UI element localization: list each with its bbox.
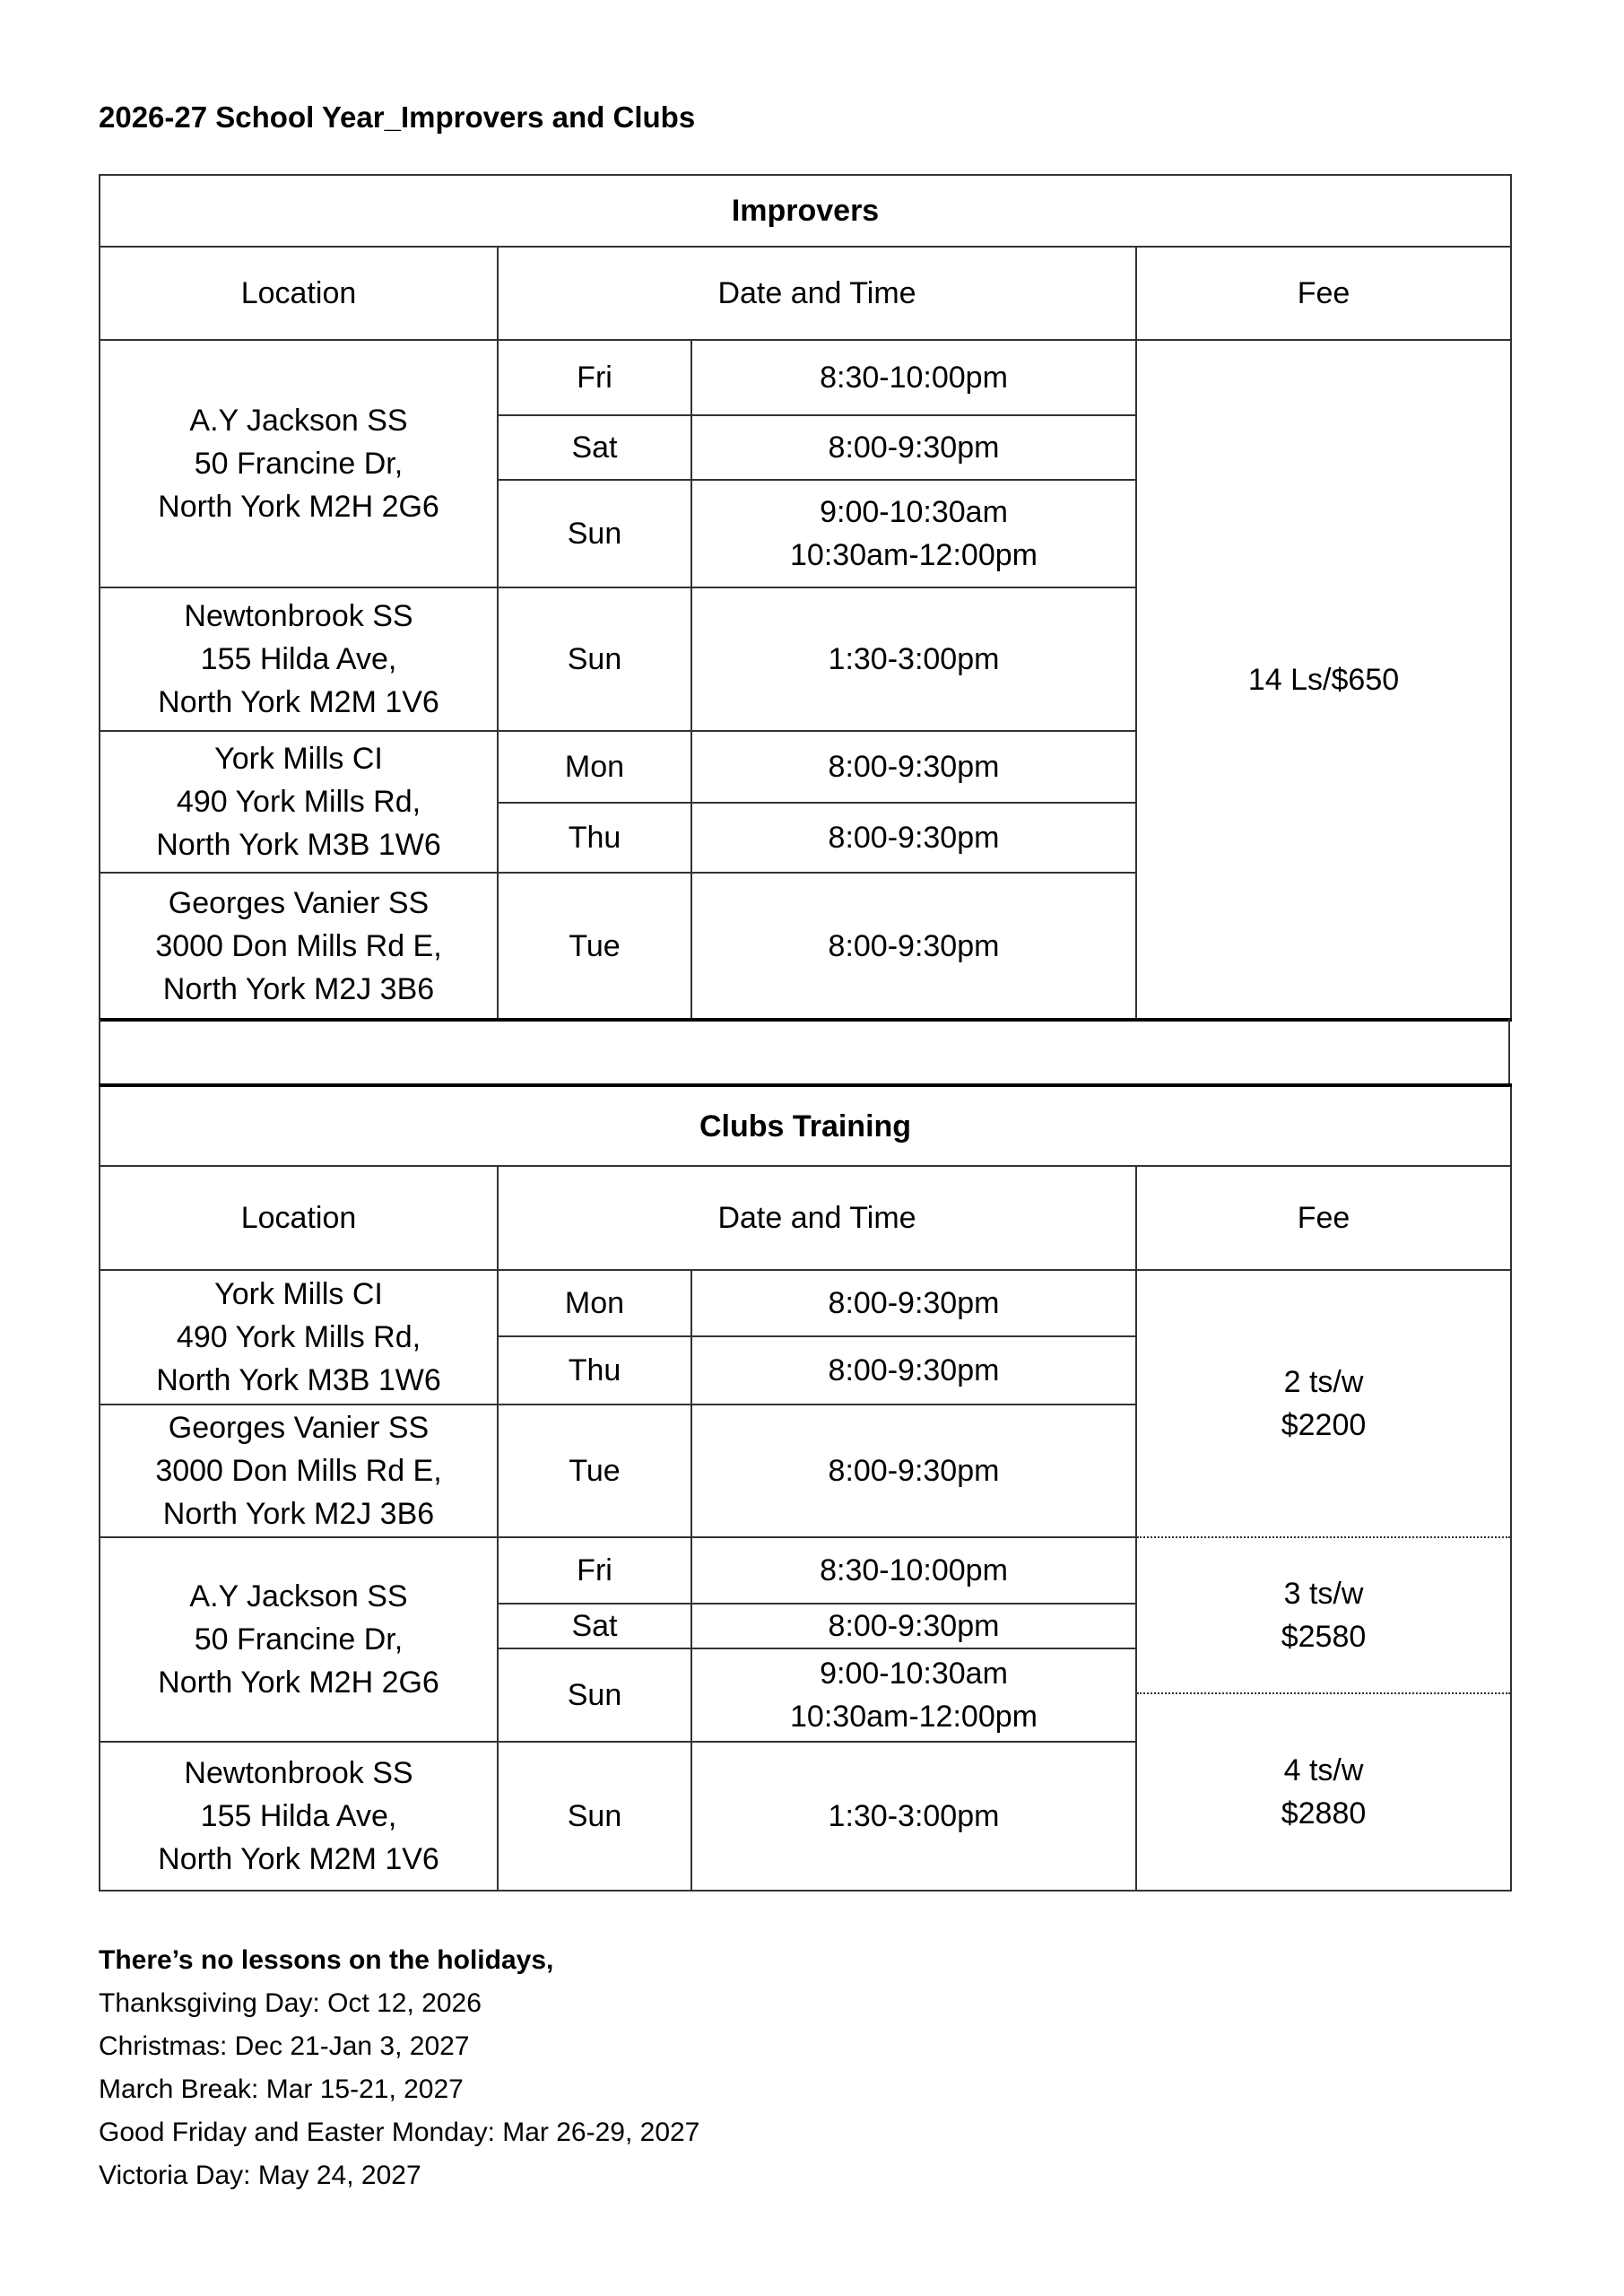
holiday-item: Thanksgiving Day: Oct 12, 2026 xyxy=(99,1988,482,2018)
time-cell: 8:00-9:30pm xyxy=(691,1405,1136,1537)
location-street: 50 Francine Dr, xyxy=(194,1622,404,1657)
location-cell xyxy=(100,731,498,873)
clubs-heading: Clubs Training xyxy=(100,1085,1511,1166)
location-city: North York M3B 1W6 xyxy=(156,1363,441,1397)
day-cell: Fri xyxy=(498,1537,691,1604)
location-name: Georges Vanier SS xyxy=(168,885,430,920)
time-line: 10:30am-12:00pm xyxy=(790,538,1038,572)
location-city: North York M2J 3B6 xyxy=(162,971,435,1006)
location-street: 155 Hilda Ave, xyxy=(200,642,397,676)
location-cell xyxy=(100,1405,498,1537)
time-cell xyxy=(691,1648,1136,1742)
day-cell: Sat xyxy=(498,415,691,480)
time-cell: 8:00-9:30pm xyxy=(691,803,1136,873)
location-cell xyxy=(100,873,498,1020)
fee-tier-3 xyxy=(1136,1537,1511,1693)
time-cell xyxy=(691,480,1136,587)
location-city: North York M3B 1W6 xyxy=(156,828,441,862)
fee-amount: $2580 xyxy=(1281,1620,1367,1654)
day-cell: Thu xyxy=(498,803,691,873)
location-street: 50 Francine Dr, xyxy=(194,447,404,481)
time-line: 9:00-10:30am xyxy=(820,1657,1008,1691)
datetime-header: Date and Time xyxy=(498,1166,1136,1270)
location-header: Location xyxy=(100,247,498,340)
time-cell: 8:00-9:30pm xyxy=(691,415,1136,480)
day-cell: Sun xyxy=(498,1742,691,1891)
location-city: North York M2J 3B6 xyxy=(162,1497,435,1531)
time-cell: 8:00-9:30pm xyxy=(691,731,1136,803)
fee-sessions: 3 ts/w xyxy=(1283,1577,1364,1611)
time-cell: 8:30-10:00pm xyxy=(691,340,1136,415)
fee-tier-4 xyxy=(1136,1693,1511,1891)
day-cell: Mon xyxy=(498,1270,691,1336)
day-cell: Sun xyxy=(498,480,691,587)
location-city: North York M2M 1V6 xyxy=(158,685,439,719)
location-street: 3000 Don Mills Rd E, xyxy=(155,928,442,963)
time-cell: 1:30-3:00pm xyxy=(691,1742,1136,1891)
location-street: 155 Hilda Ave, xyxy=(200,1799,397,1833)
location-name: Newtonbrook SS xyxy=(184,599,413,633)
time-cell: 8:00-9:30pm xyxy=(691,1604,1136,1648)
fee-header: Fee xyxy=(1136,247,1511,340)
location-city: North York M2M 1V6 xyxy=(158,1842,439,1876)
location-name: A.Y Jackson SS xyxy=(189,404,408,438)
fee-amount: $2200 xyxy=(1281,1408,1367,1442)
holidays-heading: There’s no lessons on the holidays, xyxy=(99,1945,554,1975)
location-street: 490 York Mills Rd, xyxy=(176,785,421,819)
fee-sessions: 2 ts/w xyxy=(1283,1365,1364,1399)
holiday-item: March Break: Mar 15-21, 2027 xyxy=(99,2074,464,2104)
holidays-section xyxy=(99,1939,699,2197)
time-line: 9:00-10:30am xyxy=(820,495,1008,529)
table-spacer xyxy=(99,1019,1510,1083)
time-cell: 8:30-10:00pm xyxy=(691,1537,1136,1604)
location-street: 3000 Don Mills Rd E, xyxy=(155,1454,442,1488)
location-city: North York M2H 2G6 xyxy=(158,1665,439,1700)
fee-tier-2 xyxy=(1136,1270,1511,1537)
time-cell: 8:00-9:30pm xyxy=(691,873,1136,1020)
improvers-table xyxy=(99,174,1512,1022)
day-cell: Thu xyxy=(498,1336,691,1405)
improvers-fee: 14 Ls/$650 xyxy=(1136,340,1511,1020)
location-name: A.Y Jackson SS xyxy=(189,1579,408,1613)
day-cell: Sun xyxy=(498,587,691,731)
day-cell: Sat xyxy=(498,1604,691,1648)
datetime-header: Date and Time xyxy=(498,247,1136,340)
location-city: North York M2H 2G6 xyxy=(158,490,439,524)
document-title: 2026-27 School Year_Improvers and Clubs xyxy=(99,100,696,134)
improvers-heading: Improvers xyxy=(100,175,1511,247)
holiday-item: Christmas: Dec 21-Jan 3, 2027 xyxy=(99,2031,470,2061)
location-name: York Mills CI xyxy=(214,1277,383,1311)
time-cell: 1:30-3:00pm xyxy=(691,587,1136,731)
location-cell xyxy=(100,1270,498,1405)
time-cell: 8:00-9:30pm xyxy=(691,1336,1136,1405)
day-cell: Sun xyxy=(498,1648,691,1742)
day-cell: Tue xyxy=(498,873,691,1020)
location-name: Georges Vanier SS xyxy=(168,1411,430,1445)
location-cell xyxy=(100,587,498,731)
location-cell xyxy=(100,1742,498,1891)
location-cell xyxy=(100,340,498,587)
location-street: 490 York Mills Rd, xyxy=(176,1320,421,1354)
location-name: York Mills CI xyxy=(214,742,383,776)
time-cell: 8:00-9:30pm xyxy=(691,1270,1136,1336)
location-name: Newtonbrook SS xyxy=(184,1756,413,1790)
clubs-table xyxy=(99,1083,1512,1892)
day-cell: Mon xyxy=(498,731,691,803)
holiday-item: Good Friday and Easter Monday: Mar 26-29, 2027 xyxy=(99,2118,700,2147)
day-cell: Fri xyxy=(498,340,691,415)
fee-amount: $2880 xyxy=(1281,1796,1367,1831)
fee-header: Fee xyxy=(1136,1166,1511,1270)
time-line: 10:30am-12:00pm xyxy=(790,1700,1038,1734)
location-cell xyxy=(100,1537,498,1742)
location-header: Location xyxy=(100,1166,498,1270)
holiday-item: Victoria Day: May 24, 2027 xyxy=(99,2161,421,2190)
fee-sessions: 4 ts/w xyxy=(1283,1753,1364,1787)
day-cell: Tue xyxy=(498,1405,691,1537)
